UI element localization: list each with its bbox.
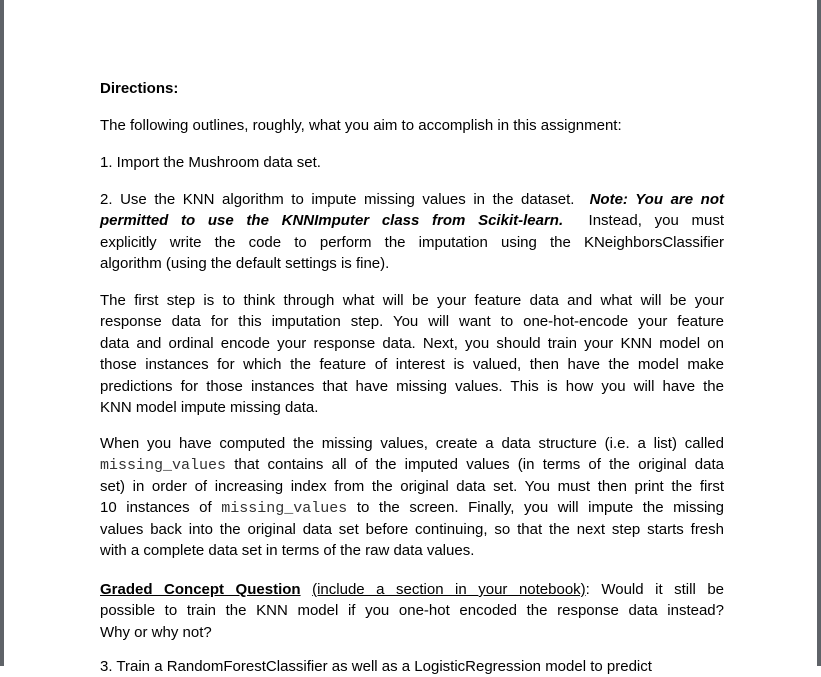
first-step-line-3: data and ordinal encode your response data. Next, you should train your KNN model on	[100, 334, 724, 352]
intro-paragraph: The following outlines, roughly, what you aim to accomplish in this assignment:	[100, 117, 622, 134]
viewer-right-border	[817, 0, 821, 666]
step-2-line-1: 2. Use the KNN algorithm to impute missing values in the dataset. Note: You are not	[100, 191, 725, 208]
step-2-line-3: explicitly write the code to perform the imputation using the KNeighborsClassifier	[100, 233, 724, 251]
computed-line-6: with a complete data set in terms of the raw data values.	[100, 541, 475, 559]
cutoff-next-line: 3. Train a RandomForestClassifier as well as a LogisticRegression model to predict	[100, 658, 652, 675]
computed-line-1: When you have computed the missing values, create a data structure (i.e. a list) called	[100, 435, 724, 452]
first-step-line-4: those instances for which the feature of interest is valued, then have the model make	[100, 356, 724, 374]
graded-line-1: Graded Concept Question (include a section in your notebook): Would it still be	[100, 581, 725, 598]
first-step-line-2: response data for this imputation step. You will want to one-hot-encode your feature	[100, 313, 724, 331]
viewer-left-border	[0, 0, 4, 666]
computed-line-4: 10 instances of missing_values to the screen. Finally, you will impute the missing	[100, 499, 724, 518]
missing-values-code: missing_values	[100, 457, 227, 475]
step-2-note: Note: You are not	[589, 191, 725, 208]
missing-values-code-2: missing_values	[221, 500, 348, 518]
step-2-line-4: algorithm (using the default settings is fine).	[100, 255, 390, 273]
step-2-line-2: permitted to use the KNNImputer class from Scikit-learn. Instead, you must	[100, 212, 724, 230]
graded-notebook-note: (include a section in your notebook)	[312, 581, 586, 598]
computed-line-5: values back into the original data set before continuing, so that the next step starts fresh	[100, 520, 724, 538]
step-1: 1. Import the Mushroom data set.	[100, 154, 321, 171]
graded-line-3: Why or why not?	[100, 623, 212, 641]
computed-line-3: set) in order of increasing index from the original data set. You must then print the first	[100, 477, 724, 495]
directions-heading: Directions:	[100, 80, 179, 97]
graded-concept-label: Graded Concept Question	[100, 581, 301, 598]
first-step-line-6: KNN model impute missing data.	[100, 398, 319, 416]
graded-line-2: possible to train the KNN model if you one-hot encoded the response data instead?	[100, 602, 724, 620]
graded-question-paragraph	[100, 579, 724, 643]
first-step-line-1: The first step is to think through what will be your feature data and what will be your	[100, 292, 724, 309]
computed-line-2: missing_values that contains all of the imputed values (in terms of the original data	[100, 456, 724, 475]
first-step-paragraph	[100, 290, 724, 418]
step-2-paragraph	[100, 189, 724, 275]
computed-paragraph	[100, 433, 724, 561]
first-step-line-5: predictions for those instances that have missing values. This is how you will have the	[100, 377, 724, 395]
